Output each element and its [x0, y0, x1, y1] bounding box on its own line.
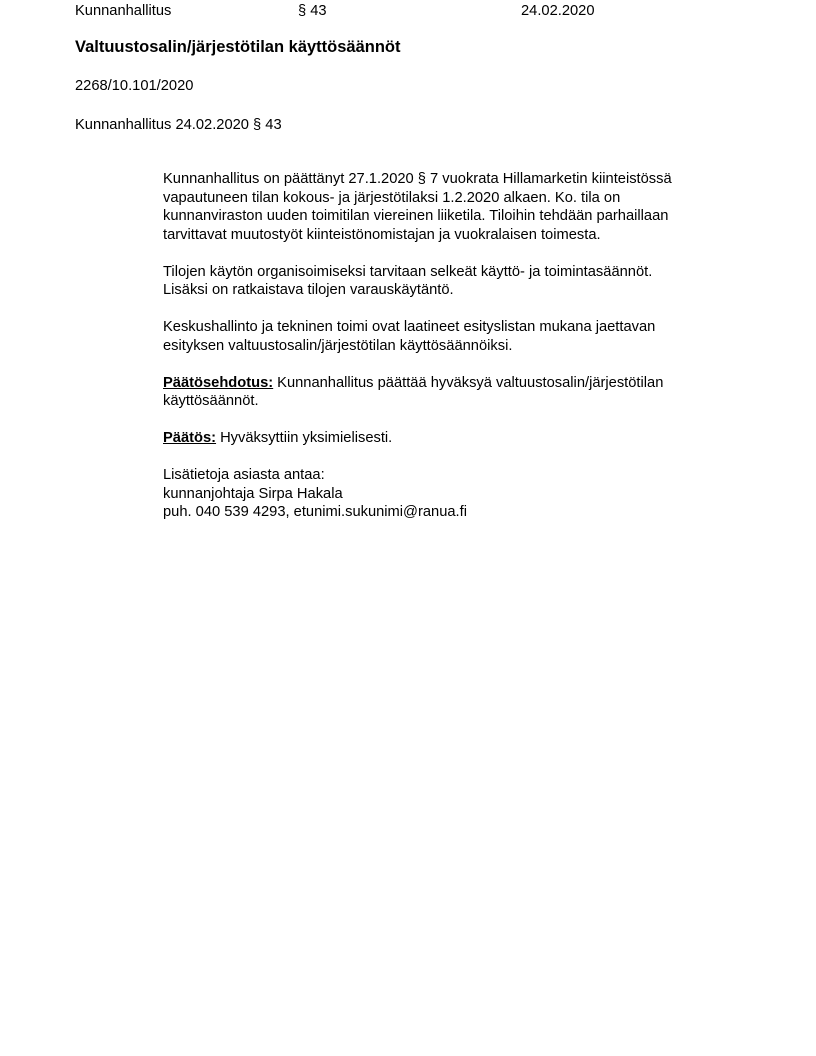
contact-person: kunnanjohtaja Sirpa Hakala [163, 485, 343, 502]
decision-label: Päätös: [163, 430, 217, 446]
contact-info-paragraph [163, 466, 735, 522]
paragraph-rental-decision [163, 170, 735, 244]
decision-proposal-paragraph [163, 374, 735, 411]
paragraph-line: Kunnanhallitus on päättänyt 27.1.2020 § 7 vuokrata Hillamarketin kiinteistössä [163, 171, 672, 187]
document-title: Valtuustosalin/järjestötilan käyttösäännöt [75, 38, 401, 56]
decision-proposal-label: Päätösehdotus: [163, 374, 274, 391]
paragraph-line: kunnanviraston uuden toimitilan viereinen liiketila. Tiloihin tehdään parhaillaan [163, 208, 669, 224]
paragraph-proposal-prepared [163, 318, 735, 355]
decision-proposal-line [163, 374, 735, 393]
paragraph-line: Lisäksi on ratkaistava tilojen varauskäytäntö. [163, 282, 454, 298]
page-header [75, 2, 776, 20]
document-body [163, 170, 735, 522]
case-number: 2268/10.101/2020 [75, 78, 194, 94]
header-section-number: § 43 [298, 3, 327, 19]
header-committee: Kunnanhallitus [75, 3, 172, 19]
paragraph-line: tarvittavat muutostyöt kiinteistönomistajan ja vuokralaisen toimesta. [163, 226, 601, 243]
section-heading: Kunnanhallitus 24.02.2020 § 43 [75, 116, 282, 133]
decision-proposal-text: Kunnanhallitus päättää hyväksyä valtuustosalin/järjestötilan [277, 374, 664, 391]
paragraph-line: esityksen valtuustosalin/järjestötilan käyttösäännöiksi. [163, 337, 513, 354]
contact-info-intro: Lisätietoja asiasta antaa: [163, 467, 325, 483]
decision-paragraph [163, 429, 735, 448]
paragraph-rules-needed [163, 263, 735, 300]
contact-phone-email: puh. 040 539 4293, etunimi.sukunimi@ranua.fi [163, 504, 467, 520]
paragraph-line: Keskushallinto ja tekninen toimi ovat laatineet esityslistan mukana jaettavan [163, 319, 656, 335]
header-date: 24.02.2020 [521, 3, 595, 19]
paragraph-line: Tilojen käytön organisoimiseksi tarvitaan selkeät käyttö- ja toimintasäännöt. [163, 263, 653, 280]
decision-proposal-text-continued: käyttösäännöt. [163, 393, 259, 409]
paragraph-line: vapautuneen tilan kokous- ja järjestötilaksi 1.2.2020 alkaen. Ko. tila on [163, 189, 621, 206]
decision-line [163, 429, 735, 448]
decision-text: Hyväksyttiin yksimielisesti. [220, 430, 393, 446]
